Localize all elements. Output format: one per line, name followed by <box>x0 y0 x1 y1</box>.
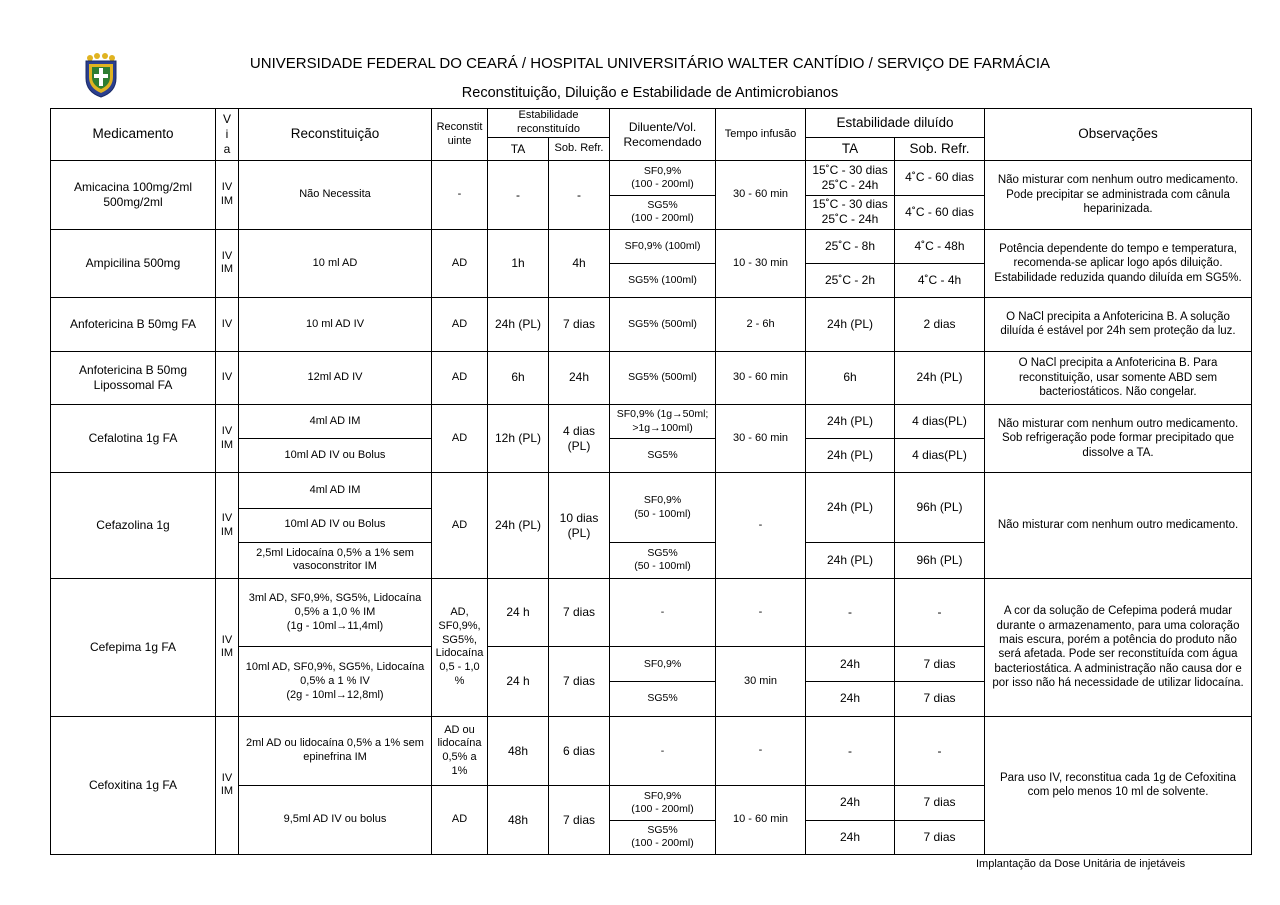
reconst-refr: 10 dias (PL) <box>549 473 610 579</box>
reconst-refr: 7 dias <box>549 786 610 855</box>
antimicrobial-table <box>50 108 1252 855</box>
reconstituicao: 10 ml AD <box>239 229 432 297</box>
med-name: Ampicilina 500mg <box>51 229 216 297</box>
dil-ta: 24h (PL) <box>806 404 895 438</box>
page-subtitle: Reconstituição, Diluição e Estabilidade de Antimicrobianos <box>461 85 839 101</box>
reconst-ta: 6h <box>488 351 549 404</box>
reconst-refr: 24h <box>549 351 610 404</box>
reconstituicao: 10ml AD IV ou Bolus <box>239 508 432 542</box>
via: IV IM <box>216 579 239 717</box>
tempo-infusao: 10 - 60 min <box>716 786 806 855</box>
dil-refr: - <box>895 716 985 785</box>
observacoes: Não misturar com nenhum outro medicamento. Pode precipitar se administrada com cânula heparinizada. <box>985 161 1252 229</box>
dil-ta: 25˚C - 2h <box>806 263 895 297</box>
via: IV <box>216 298 239 351</box>
dil-refr: 96h (PL) <box>895 542 985 578</box>
reconst-refr: 6 dias <box>549 716 610 785</box>
diluente: - <box>610 716 716 785</box>
diluente: SF0,9% (50 - 100ml) <box>610 473 716 542</box>
reconstituicao: 4ml AD IM <box>239 404 432 438</box>
dil-refr: 2 dias <box>895 298 985 351</box>
tempo-infusao: 30 min <box>716 647 806 716</box>
reconstituicao: 10ml AD IV ou Bolus <box>239 439 432 473</box>
diluente: SG5% (500ml) <box>610 298 716 351</box>
table-row-cefoxitina <box>51 716 1252 785</box>
observacoes: O NaCl precipita a Anfotericina B. Para reconstituição, usar somente ABD sem bacteriostáticos. Não congelar. <box>985 351 1252 404</box>
tempo-infusao: 30 - 60 min <box>716 404 806 472</box>
reconst-ta: 24 h <box>488 579 549 647</box>
diluente: SF0,9% <box>610 647 716 681</box>
header-reconst-ta: TA <box>488 138 549 161</box>
tempo-infusao: 30 - 60 min <box>716 351 806 404</box>
tempo-infusao: 30 - 60 min <box>716 161 806 229</box>
dil-ta: 24h (PL) <box>806 298 895 351</box>
reconst-ta: 24 h <box>488 647 549 716</box>
tempo-infusao: - <box>716 716 806 785</box>
dil-refr: 4˚C - 48h <box>895 229 985 263</box>
reconstituicao: Não Necessita <box>239 161 432 229</box>
table-row-anfotericina-lipossomal <box>51 351 1252 404</box>
med-name: Amicacina 100mg/2ml 500mg/2ml <box>51 161 216 229</box>
reconstituicao: 10ml AD, SF0,9%, SG5%, Lidocaína 0,5% a 1 % IV (2g - 10ml→12,8ml) <box>239 647 432 716</box>
diluente: SF0,9% (1g→50ml; >1g→100ml) <box>610 404 716 438</box>
observacoes: Não misturar com nenhum outro medicamento. Sob refrigeração pode formar precipitado que dissolve a TA. <box>985 404 1252 472</box>
dil-refr: 7 dias <box>895 786 985 820</box>
observacoes: Não misturar com nenhum outro medicamento. <box>985 473 1252 579</box>
med-name: Cefalotina 1g FA <box>51 404 216 472</box>
reconst-ta: 24h (PL) <box>488 473 549 579</box>
header-dil-ta: TA <box>806 138 895 161</box>
reconst-refr: - <box>549 161 610 229</box>
reconst-refr: 7 dias <box>549 579 610 647</box>
header-diluente: Diluente/Vol. Recomendado <box>610 109 716 161</box>
reconst-refr: 7 dias <box>549 298 610 351</box>
diluente: SG5% (100 - 200ml) <box>610 820 716 854</box>
header-observacoes: Observações <box>985 109 1252 161</box>
reconstituinte: AD <box>432 473 488 579</box>
page-title: UNIVERSIDADE FEDERAL DO CEARÁ / HOSPITAL UNIVERSITÁRIO WALTER CANTÍDIO / SERVIÇO DE FARMÁCIA <box>249 55 1051 72</box>
reconst-ta: 24h (PL) <box>488 298 549 351</box>
observacoes: Para uso IV, reconstitua cada 1g de Cefoxitina com pelo menos 10 ml de solvente. <box>985 716 1252 854</box>
reconst-ta: 48h <box>488 716 549 785</box>
table-row-cefalotina <box>51 404 1252 438</box>
dil-refr: 4˚C - 4h <box>895 263 985 297</box>
table-row-amicacina <box>51 161 1252 195</box>
reconstituinte: AD, SF0,9%, SG5%, Lidocaína 0,5 - 1,0 % <box>432 579 488 717</box>
diluente: SG5% (100 - 200ml) <box>610 195 716 229</box>
dil-refr: 7 dias <box>895 681 985 716</box>
reconst-ta: 12h (PL) <box>488 404 549 472</box>
via: IV IM <box>216 473 239 579</box>
dil-ta: 24h (PL) <box>806 542 895 578</box>
tempo-infusao: - <box>716 579 806 647</box>
dil-refr: 24h (PL) <box>895 351 985 404</box>
via: IV IM <box>216 229 239 297</box>
dil-ta: 24h <box>806 647 895 681</box>
dil-ta: - <box>806 579 895 647</box>
header-via: V i a <box>216 109 239 161</box>
observacoes: A cor da solução de Cefepima poderá mudar durante o armazenamento, para uma coloração mais escura, porém a potência do produto não será afetada. Pode ser reconstituída com água bacteriostática. A administração não causa dor e por isso não há necessidade de utilizar lidocaína. <box>985 579 1252 717</box>
table-row-ampicilina <box>51 229 1252 263</box>
footer-note: Implantação da Dose Unitária de injetáveis <box>976 858 1186 870</box>
dil-ta: 25˚C - 8h <box>806 229 895 263</box>
via: IV IM <box>216 404 239 472</box>
diluente: SG5% (500ml) <box>610 351 716 404</box>
header-medicamento: Medicamento <box>51 109 216 161</box>
reconst-ta: 1h <box>488 229 549 297</box>
reconst-refr: 7 dias <box>549 647 610 716</box>
reconstituicao: 2,5ml Lidocaína 0,5% a 1% sem vasoconstritor IM <box>239 542 432 578</box>
dil-refr: 7 dias <box>895 820 985 854</box>
dil-refr: - <box>895 579 985 647</box>
header-tempo-infusao: Tempo infusão <box>716 109 806 161</box>
header-dil-refr: Sob. Refr. <box>895 138 985 161</box>
dil-ta: 24h <box>806 820 895 854</box>
table-row-anfotericina <box>51 298 1252 351</box>
med-name: Cefepima 1g FA <box>51 579 216 717</box>
table-row-cefepima <box>51 579 1252 647</box>
dil-refr: 96h (PL) <box>895 473 985 542</box>
med-name: Anfotericina B 50mg Lipossomal FA <box>51 351 216 404</box>
observacoes: Potência dependente do tempo e temperatura, recomenda-se aplicar logo após diluição. Estabilidade reduzida quando diluída em SG5%. <box>985 229 1252 297</box>
reconstituicao: 3ml AD, SF0,9%, SG5%, Lidocaína 0,5% a 1,0 % IM (1g - 10ml→11,4ml) <box>239 579 432 647</box>
diluente: SF0,9% (100ml) <box>610 229 716 263</box>
reconstituicao: 4ml AD IM <box>239 473 432 508</box>
header-reconstituinte: Reconstit uinte <box>432 109 488 161</box>
diluente: SG5% (100ml) <box>610 263 716 297</box>
reconst-refr: 4 dias (PL) <box>549 404 610 472</box>
med-name: Cefoxitina 1g FA <box>51 716 216 854</box>
med-name: Cefazolina 1g <box>51 473 216 579</box>
diluente: SG5% <box>610 439 716 473</box>
tempo-infusao: - <box>716 473 806 579</box>
diluente: SG5% <box>610 681 716 716</box>
diluente: SG5% (50 - 100ml) <box>610 542 716 578</box>
dil-refr: 4 dias(PL) <box>895 439 985 473</box>
dil-refr: 4˚C - 60 dias <box>895 161 985 195</box>
dil-ta: 24h <box>806 786 895 820</box>
via: IV IM <box>216 716 239 854</box>
reconstituinte: AD <box>432 298 488 351</box>
reconstituinte: AD ou lidocaína 0,5% a 1% <box>432 716 488 785</box>
diluente: SF0,9% (100 - 200ml) <box>610 786 716 820</box>
table-header-row <box>51 109 1252 138</box>
reconst-ta: 48h <box>488 786 549 855</box>
diluente: SF0,9% (100 - 200ml) <box>610 161 716 195</box>
reconstituinte: AD <box>432 786 488 855</box>
dil-ta: 15˚C - 30 dias 25˚C - 24h <box>806 161 895 195</box>
reconstituicao: 12ml AD IV <box>239 351 432 404</box>
header-estab-diluido: Estabilidade diluído <box>806 109 985 138</box>
tempo-infusao: 10 - 30 min <box>716 229 806 297</box>
dil-ta: 24h <box>806 681 895 716</box>
dil-ta: 15˚C - 30 dias 25˚C - 24h <box>806 195 895 229</box>
dil-ta: - <box>806 716 895 785</box>
dil-ta: 24h (PL) <box>806 473 895 542</box>
reconstituicao: 2ml AD ou lidocaína 0,5% a 1% sem epinefrina IM <box>239 716 432 785</box>
header-estab-reconstituido: Estabilidade reconstituído <box>488 109 610 138</box>
reconstituinte: AD <box>432 404 488 472</box>
dil-refr: 4˚C - 60 dias <box>895 195 985 229</box>
header-reconst-refr: Sob. Refr. <box>549 138 610 161</box>
observacoes: O NaCl precipita a Anfotericina B. A solução diluída é estável por 24h sem proteção da luz. <box>985 298 1252 351</box>
dil-ta: 6h <box>806 351 895 404</box>
reconstituinte: AD <box>432 229 488 297</box>
via: IV <box>216 351 239 404</box>
reconstituicao: 9,5ml AD IV ou bolus <box>239 786 432 855</box>
table-row-cefazolina <box>51 473 1252 508</box>
diluente: - <box>610 579 716 647</box>
dil-refr: 4 dias(PL) <box>895 404 985 438</box>
reconstituicao: 10 ml AD IV <box>239 298 432 351</box>
header-reconstituicao: Reconstituição <box>239 109 432 161</box>
dil-ta: 24h (PL) <box>806 439 895 473</box>
med-name: Anfotericina B 50mg FA <box>51 298 216 351</box>
reconst-refr: 4h <box>549 229 610 297</box>
reconstituinte: - <box>432 161 488 229</box>
reconstituinte: AD <box>432 351 488 404</box>
tempo-infusao: 2 - 6h <box>716 298 806 351</box>
via: IV IM <box>216 161 239 229</box>
reconst-ta: - <box>488 161 549 229</box>
university-crest-icon <box>82 52 120 98</box>
dil-refr: 7 dias <box>895 647 985 681</box>
